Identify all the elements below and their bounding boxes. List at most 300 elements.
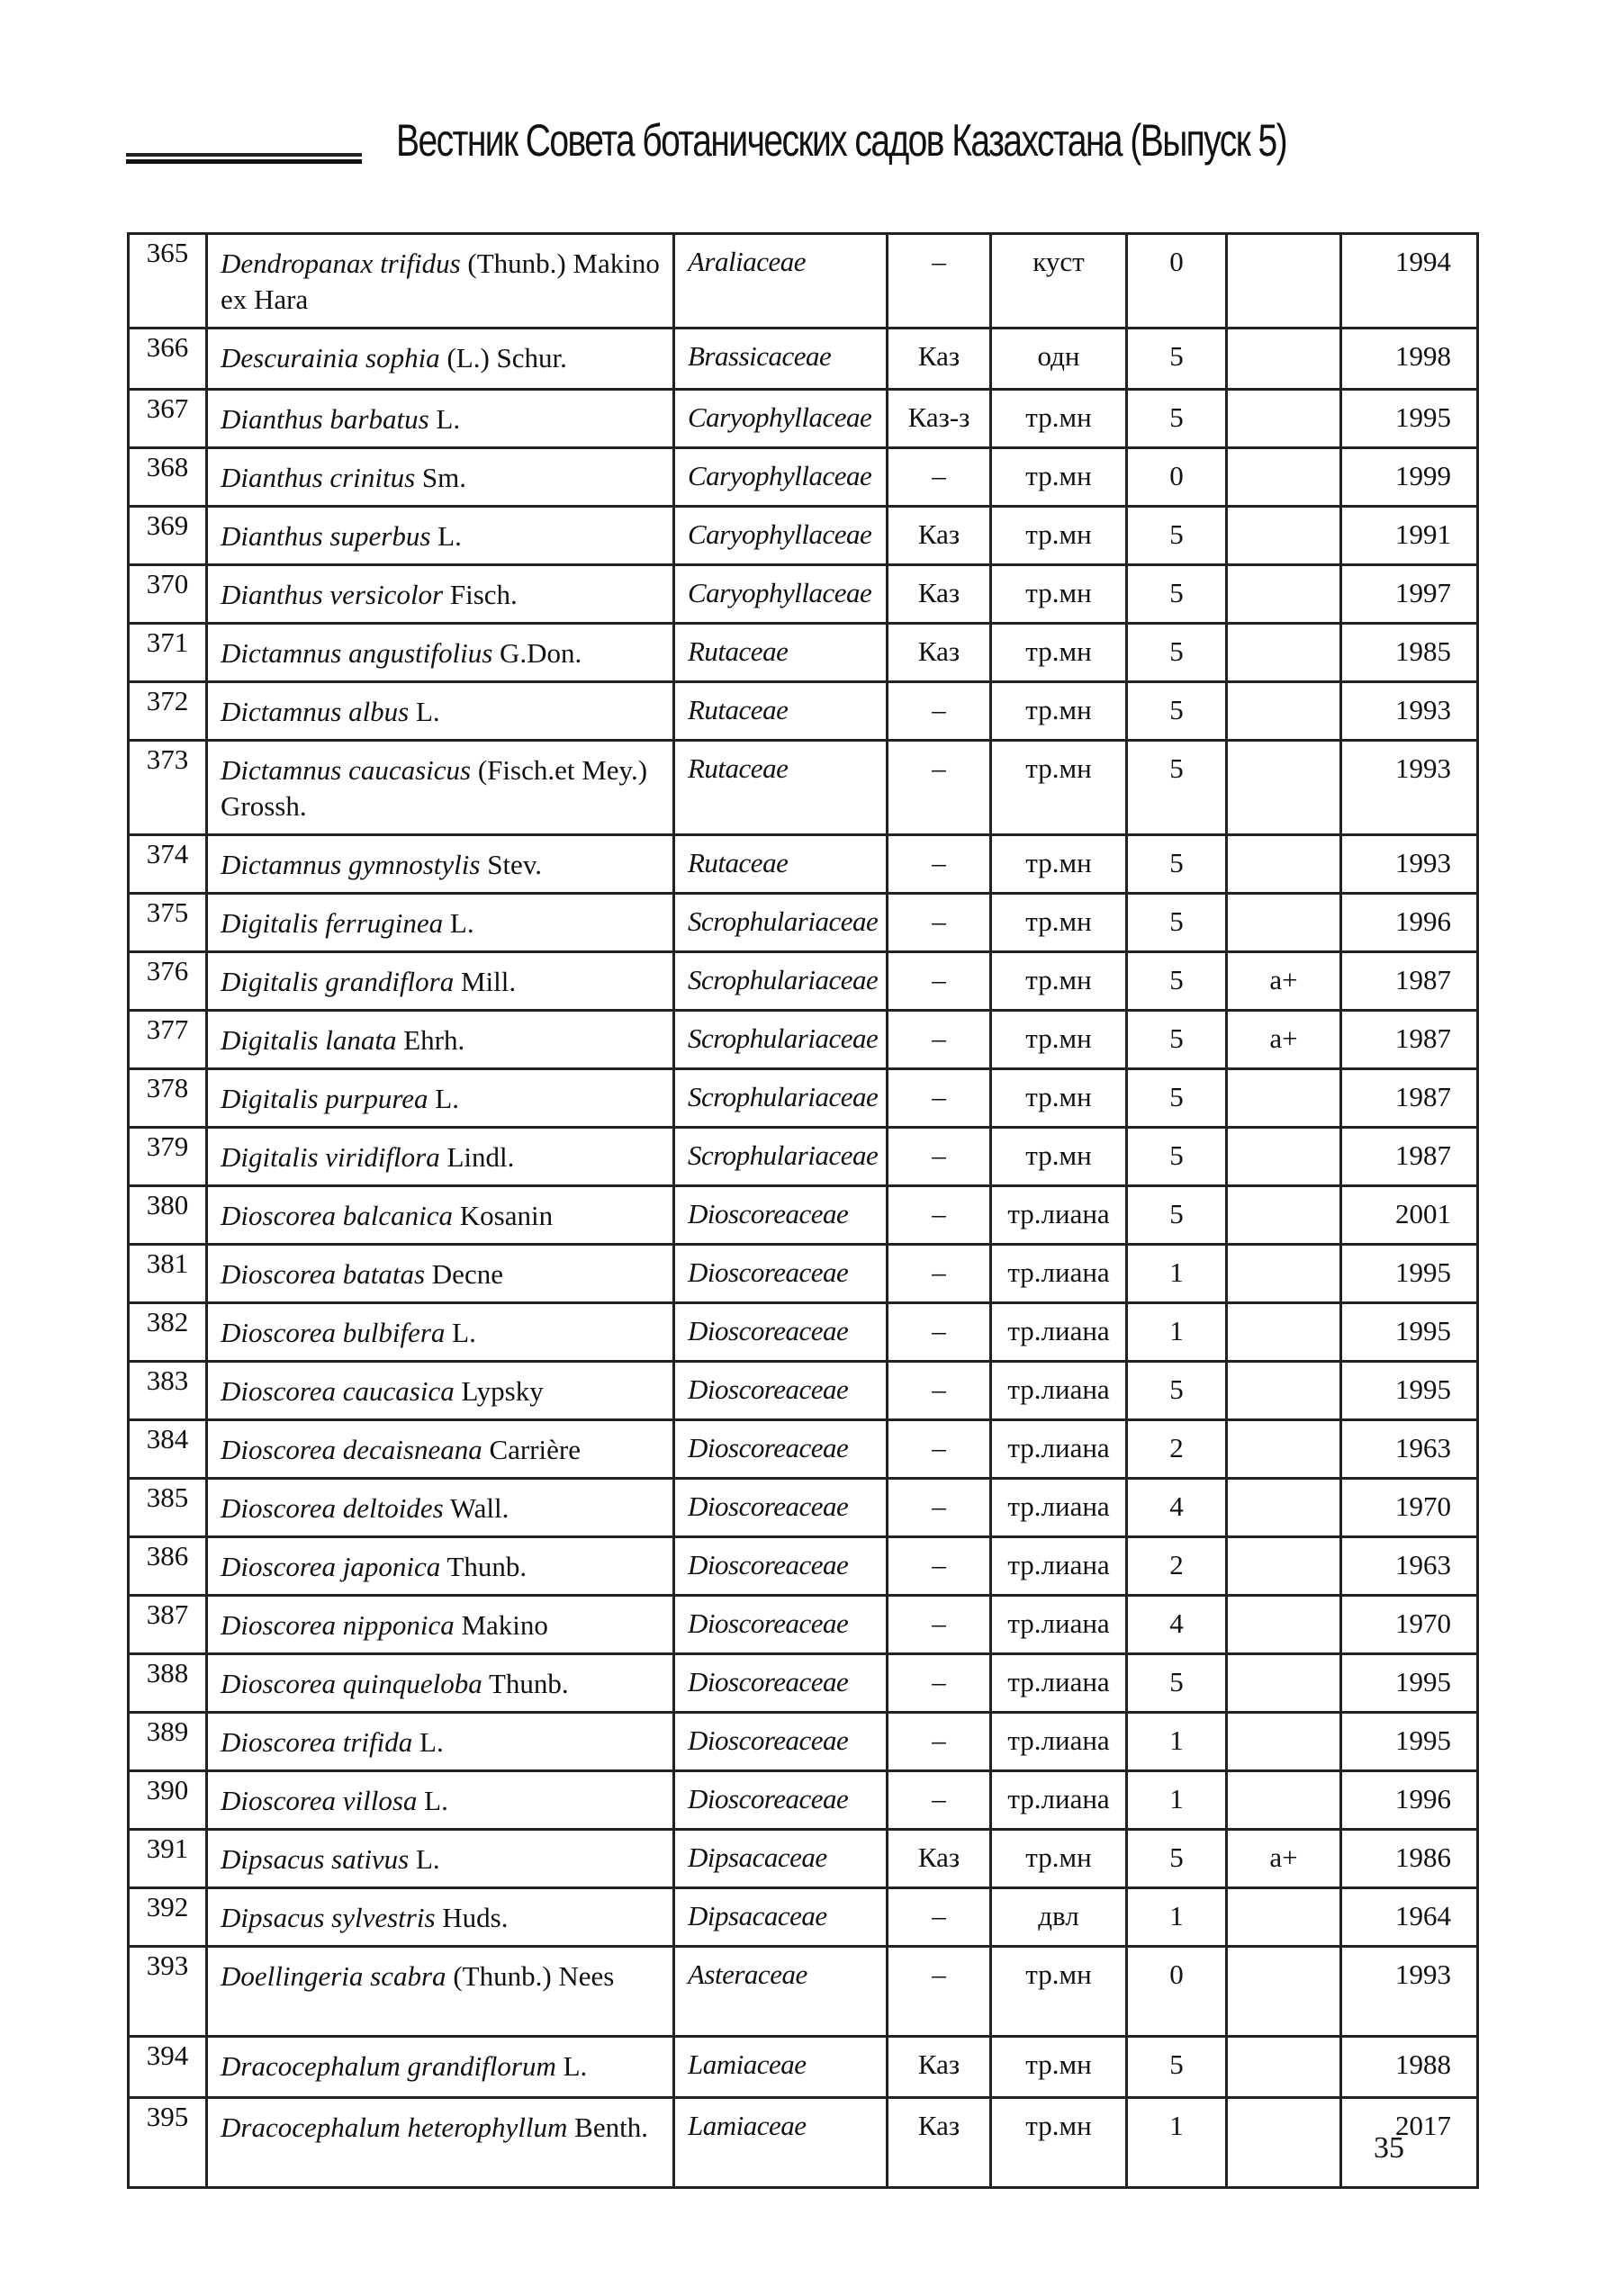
life-form: тр.лиана: [991, 1537, 1127, 1596]
genus-species: Dianthus versicolor: [221, 579, 444, 610]
mark: [1227, 329, 1341, 390]
distribution-status: –: [888, 1420, 991, 1479]
author-citation: (Thunb.) Nees: [453, 1960, 615, 1992]
mark: [1227, 894, 1341, 952]
score: 1: [1127, 2098, 1227, 2188]
author-citation: Mill.: [460, 966, 517, 997]
family: Caryophyllaceae: [674, 507, 888, 565]
species-name: [207, 390, 674, 448]
genus-species: Dioscorea japonica: [221, 1551, 441, 1582]
table-row: [129, 1245, 1478, 1303]
introduction-year: 1987: [1341, 1128, 1478, 1186]
row-number: 373: [129, 741, 207, 835]
family: Caryophyllaceae: [674, 390, 888, 448]
introduction-year: 1995: [1341, 390, 1478, 448]
species-name: [207, 1362, 674, 1420]
mark: [1227, 234, 1341, 329]
row-number: 383: [129, 1362, 207, 1420]
score: 4: [1127, 1479, 1227, 1537]
genus-species: Dioscorea nipponica: [221, 1609, 455, 1641]
family: Lamiaceae: [674, 2098, 888, 2188]
table-row: [129, 390, 1478, 448]
species-name: [207, 1596, 674, 1654]
row-number: 378: [129, 1069, 207, 1128]
table-row: [129, 682, 1478, 741]
life-form: тр.мн: [991, 1128, 1127, 1186]
mark: [1227, 1888, 1341, 1947]
introduction-year: 1996: [1341, 894, 1478, 952]
mark: [1227, 835, 1341, 894]
species-name: [207, 682, 674, 741]
introduction-year: 1963: [1341, 1420, 1478, 1479]
introduction-year: 1987: [1341, 1069, 1478, 1128]
mark: [1227, 1596, 1341, 1654]
distribution-status: –: [888, 1479, 991, 1537]
distribution-status: –: [888, 1713, 991, 1771]
row-number: 382: [129, 1303, 207, 1362]
mark: [1227, 682, 1341, 741]
mark: [1227, 2098, 1341, 2188]
introduction-year: 1970: [1341, 1596, 1478, 1654]
distribution-status: –: [888, 1888, 991, 1947]
family: Caryophyllaceae: [674, 448, 888, 507]
mark: [1227, 1654, 1341, 1713]
author-citation: Thunb.: [488, 1668, 569, 1699]
distribution-status: –: [888, 894, 991, 952]
life-form: тр.лиана: [991, 1362, 1127, 1420]
species-name: [207, 234, 674, 329]
author-citation: Benth.: [574, 2111, 648, 2143]
distribution-status: Каз: [888, 1830, 991, 1888]
score: 0: [1127, 1947, 1227, 2037]
score: 5: [1127, 565, 1227, 624]
genus-species: Digitalis grandiflora: [221, 966, 455, 997]
family: Dioscoreaceae: [674, 1713, 888, 1771]
row-number: 368: [129, 448, 207, 507]
author-citation: L.: [437, 520, 462, 552]
genus-species: Dictamnus caucasicus: [221, 754, 472, 786]
table-row: [129, 741, 1478, 835]
score: 5: [1127, 835, 1227, 894]
author-citation: Makino: [461, 1609, 548, 1641]
score: 1: [1127, 1888, 1227, 1947]
mark: [1227, 1128, 1341, 1186]
author-citation: Carrière: [489, 1434, 581, 1465]
distribution-status: –: [888, 835, 991, 894]
family: Lamiaceae: [674, 2037, 888, 2098]
genus-species: Doellingeria scabra: [221, 1960, 446, 1992]
table-row: [129, 448, 1478, 507]
genus-species: Digitalis purpurea: [221, 1083, 428, 1114]
life-form: тр.мн: [991, 448, 1127, 507]
row-number: 369: [129, 507, 207, 565]
species-name: [207, 2037, 674, 2098]
author-citation: Lindl.: [446, 1141, 515, 1173]
row-number: 387: [129, 1596, 207, 1654]
author-citation: (Fisch.et Mey.) Grossh.: [221, 754, 648, 822]
species-name: [207, 1303, 674, 1362]
row-number: 376: [129, 952, 207, 1011]
species-name: [207, 507, 674, 565]
table-row: [129, 1771, 1478, 1830]
row-number: 379: [129, 1128, 207, 1186]
row-number: 366: [129, 329, 207, 390]
distribution-status: –: [888, 1186, 991, 1245]
score: 5: [1127, 390, 1227, 448]
genus-species: Descurainia sophia: [221, 342, 440, 374]
mark: [1227, 1479, 1341, 1537]
species-name: [207, 1771, 674, 1830]
species-name: [207, 1011, 674, 1069]
genus-species: Dianthus crinitus: [221, 462, 416, 493]
introduction-year: 1993: [1341, 741, 1478, 835]
distribution-status: –: [888, 234, 991, 329]
species-name: [207, 565, 674, 624]
family: Dioscoreaceae: [674, 1303, 888, 1362]
author-citation: (L.) Schur.: [446, 342, 567, 374]
header-rule-thick: [126, 159, 362, 164]
row-number: 386: [129, 1537, 207, 1596]
author-citation: L.: [449, 907, 474, 939]
score: 5: [1127, 894, 1227, 952]
score: 4: [1127, 1596, 1227, 1654]
table-row: [129, 624, 1478, 682]
score: 5: [1127, 952, 1227, 1011]
distribution-status: –: [888, 952, 991, 1011]
table-row: [129, 1947, 1478, 2037]
distribution-status: –: [888, 1011, 991, 1069]
score: 5: [1127, 2037, 1227, 2098]
family: Dioscoreaceae: [674, 1362, 888, 1420]
page-number: 35: [1374, 2131, 1404, 2165]
genus-species: Dioscorea quinqueloba: [221, 1668, 482, 1699]
species-name: [207, 448, 674, 507]
family: Dioscoreaceae: [674, 1420, 888, 1479]
author-citation: Wall.: [449, 1492, 509, 1524]
author-citation: Fisch.: [449, 579, 518, 610]
table-row: [129, 1537, 1478, 1596]
family: Dioscoreaceae: [674, 1479, 888, 1537]
species-name: [207, 835, 674, 894]
table-row: [129, 835, 1478, 894]
author-citation: G.Don.: [500, 637, 582, 669]
life-form: двл: [991, 1888, 1127, 1947]
row-number: 393: [129, 1947, 207, 2037]
genus-species: Dianthus superbus: [221, 520, 431, 552]
family: Scrophulariaceae: [674, 1069, 888, 1128]
row-number: 389: [129, 1713, 207, 1771]
mark: [1227, 2037, 1341, 2098]
life-form: тр.мн: [991, 894, 1127, 952]
header-double-rule: [126, 153, 362, 164]
family: Rutaceae: [674, 624, 888, 682]
running-header: [126, 106, 1413, 187]
genus-species: Dioscorea bulbifera: [221, 1317, 446, 1348]
family: Scrophulariaceae: [674, 894, 888, 952]
family: Dioscoreaceae: [674, 1596, 888, 1654]
genus-species: Dioscorea decaisneana: [221, 1434, 482, 1465]
introduction-year: 1988: [1341, 2037, 1478, 2098]
table-row: [129, 2037, 1478, 2098]
score: 5: [1127, 329, 1227, 390]
introduction-year: 2001: [1341, 1186, 1478, 1245]
author-citation: L.: [563, 2050, 588, 2082]
species-name: [207, 1713, 674, 1771]
mark: а+: [1227, 1830, 1341, 1888]
species-name: [207, 1654, 674, 1713]
introduction-year: 1970: [1341, 1479, 1478, 1537]
family: Brassicaceae: [674, 329, 888, 390]
table-row: [129, 2098, 1478, 2188]
table-row: [129, 1830, 1478, 1888]
genus-species: Digitalis viridiflora: [221, 1141, 440, 1173]
table-row: [129, 1186, 1478, 1245]
introduction-year: 1993: [1341, 682, 1478, 741]
table-body: [129, 234, 1478, 2188]
introduction-year: 1993: [1341, 1947, 1478, 2037]
distribution-status: Каз: [888, 565, 991, 624]
introduction-year: 1995: [1341, 1362, 1478, 1420]
species-name: [207, 952, 674, 1011]
introduction-year: 1964: [1341, 1888, 1478, 1947]
life-form: тр.лиана: [991, 1420, 1127, 1479]
genus-species: Dioscorea villosa: [221, 1785, 418, 1816]
life-form: тр.лиана: [991, 1713, 1127, 1771]
author-citation: L.: [416, 696, 440, 727]
species-name: [207, 1069, 674, 1128]
table-row: [129, 952, 1478, 1011]
introduction-year: 1995: [1341, 1713, 1478, 1771]
mark: [1227, 1537, 1341, 1596]
genus-species: Dipsacus sativus: [221, 1843, 410, 1875]
distribution-status: –: [888, 741, 991, 835]
introduction-year: 1991: [1341, 507, 1478, 565]
genus-species: Dracocephalum grandiflorum: [221, 2050, 556, 2082]
species-name: [207, 741, 674, 835]
score: 5: [1127, 1654, 1227, 1713]
life-form: тр.мн: [991, 1947, 1127, 2037]
introduction-year: 1996: [1341, 1771, 1478, 1830]
distribution-status: Каз: [888, 507, 991, 565]
life-form: тр.лиана: [991, 1303, 1127, 1362]
genus-species: Digitalis lanata: [221, 1024, 397, 1056]
species-name: [207, 1420, 674, 1479]
row-number: 391: [129, 1830, 207, 1888]
row-number: 390: [129, 1771, 207, 1830]
life-form: тр.лиана: [991, 1596, 1127, 1654]
distribution-status: Каз-з: [888, 390, 991, 448]
life-form: тр.мн: [991, 1011, 1127, 1069]
distribution-status: –: [888, 1654, 991, 1713]
life-form: тр.мн: [991, 565, 1127, 624]
genus-species: Dictamnus albus: [221, 696, 410, 727]
life-form: тр.мн: [991, 835, 1127, 894]
distribution-status: –: [888, 1771, 991, 1830]
mark: [1227, 741, 1341, 835]
family: Scrophulariaceae: [674, 952, 888, 1011]
score: 2: [1127, 1420, 1227, 1479]
distribution-status: –: [888, 1069, 991, 1128]
species-name: [207, 1186, 674, 1245]
mark: [1227, 1420, 1341, 1479]
family: Dioscoreaceae: [674, 1771, 888, 1830]
table-row: [129, 1303, 1478, 1362]
table-row: [129, 565, 1478, 624]
mark: [1227, 448, 1341, 507]
introduction-year: 1963: [1341, 1537, 1478, 1596]
score: 2: [1127, 1537, 1227, 1596]
genus-species: Dioscorea balcanica: [221, 1200, 453, 1231]
score: 0: [1127, 234, 1227, 329]
author-citation: L.: [424, 1785, 448, 1816]
author-citation: Stev.: [487, 849, 543, 880]
distribution-status: –: [888, 1128, 991, 1186]
life-form: куст: [991, 234, 1127, 329]
table-row: [129, 1596, 1478, 1654]
life-form: тр.мн: [991, 624, 1127, 682]
author-citation: Sm.: [421, 462, 467, 493]
row-number: 395: [129, 2098, 207, 2188]
author-citation: L.: [452, 1317, 476, 1348]
family: Rutaceae: [674, 682, 888, 741]
family: Caryophyllaceae: [674, 565, 888, 624]
genus-species: Dioscorea caucasica: [221, 1375, 455, 1407]
row-number: 371: [129, 624, 207, 682]
genus-species: Dioscorea deltoides: [221, 1492, 444, 1524]
species-name: [207, 1830, 674, 1888]
score: 5: [1127, 1069, 1227, 1128]
distribution-status: –: [888, 1537, 991, 1596]
life-form: тр.лиана: [991, 1771, 1127, 1830]
author-citation: Huds.: [442, 1902, 509, 1933]
life-form: тр.мн: [991, 682, 1127, 741]
species-name: [207, 1479, 674, 1537]
score: 5: [1127, 1830, 1227, 1888]
genus-species: Digitalis ferruginea: [221, 907, 444, 939]
score: 5: [1127, 624, 1227, 682]
life-form: тр.мн: [991, 2037, 1127, 2098]
introduction-year: 1985: [1341, 624, 1478, 682]
author-citation: L.: [436, 403, 461, 435]
species-name: [207, 2098, 674, 2188]
introduction-year: 1999: [1341, 448, 1478, 507]
mark: а+: [1227, 1011, 1341, 1069]
family: Rutaceae: [674, 741, 888, 835]
table-row: [129, 329, 1478, 390]
family: Dipsacaceae: [674, 1888, 888, 1947]
family: Dioscoreaceae: [674, 1245, 888, 1303]
table-row: [129, 894, 1478, 952]
species-name: [207, 1888, 674, 1947]
life-form: тр.мн: [991, 390, 1127, 448]
mark: [1227, 1713, 1341, 1771]
distribution-status: Каз: [888, 2037, 991, 2098]
species-name: [207, 1537, 674, 1596]
score: 5: [1127, 507, 1227, 565]
introduction-year: 1993: [1341, 835, 1478, 894]
distribution-status: –: [888, 1303, 991, 1362]
mark: а+: [1227, 952, 1341, 1011]
score: 0: [1127, 448, 1227, 507]
family: Rutaceae: [674, 835, 888, 894]
genus-species: Dioscorea batatas: [221, 1258, 426, 1290]
row-number: 377: [129, 1011, 207, 1069]
introduction-year: 1995: [1341, 1303, 1478, 1362]
author-citation: Decne: [431, 1258, 503, 1290]
genus-species: Dracocephalum heterophyllum: [221, 2111, 568, 2143]
score: 5: [1127, 1011, 1227, 1069]
life-form: тр.лиана: [991, 1245, 1127, 1303]
species-name: [207, 624, 674, 682]
introduction-year: 1986: [1341, 1830, 1478, 1888]
life-form: тр.лиана: [991, 1186, 1127, 1245]
genus-species: Dianthus barbatus: [221, 403, 429, 435]
genus-species: Dioscorea trifida: [221, 1726, 413, 1758]
row-number: 375: [129, 894, 207, 952]
table-row: [129, 1069, 1478, 1128]
row-number: 374: [129, 835, 207, 894]
mark: [1227, 1947, 1341, 2037]
mark: [1227, 1069, 1341, 1128]
author-citation: L.: [419, 1726, 444, 1758]
distribution-status: –: [888, 1362, 991, 1420]
distribution-status: –: [888, 1947, 991, 2037]
life-form: одн: [991, 329, 1127, 390]
species-name: [207, 1128, 674, 1186]
row-number: 385: [129, 1479, 207, 1537]
table-row: [129, 1420, 1478, 1479]
table-row: [129, 1362, 1478, 1420]
table-row: [129, 1713, 1478, 1771]
row-number: 394: [129, 2037, 207, 2098]
genus-species: Dictamnus gymnostylis: [221, 849, 481, 880]
mark: [1227, 1771, 1341, 1830]
life-form: тр.мн: [991, 2098, 1127, 2188]
introduction-year: 1987: [1341, 1011, 1478, 1069]
mark: [1227, 390, 1341, 448]
life-form: тр.лиана: [991, 1654, 1127, 1713]
table-row: [129, 234, 1478, 329]
table-row: [129, 1888, 1478, 1947]
introduction-year: 2017: [1341, 2098, 1478, 2188]
mark: [1227, 624, 1341, 682]
author-citation: L.: [435, 1083, 459, 1114]
genus-species: Dipsacus sylvestris: [221, 1902, 436, 1933]
table-row: [129, 1479, 1478, 1537]
life-form: тр.мн: [991, 741, 1127, 835]
score: 5: [1127, 682, 1227, 741]
score: 5: [1127, 1128, 1227, 1186]
life-form: тр.лиана: [991, 1479, 1127, 1537]
row-number: 388: [129, 1654, 207, 1713]
family: Scrophulariaceae: [674, 1011, 888, 1069]
family: Dioscoreaceae: [674, 1537, 888, 1596]
author-citation: Ehrh.: [403, 1024, 465, 1056]
mark: [1227, 1186, 1341, 1245]
score: 1: [1127, 1713, 1227, 1771]
score: 1: [1127, 1303, 1227, 1362]
score: 1: [1127, 1771, 1227, 1830]
mark: [1227, 1245, 1341, 1303]
life-form: тр.мн: [991, 1830, 1127, 1888]
distribution-status: –: [888, 1596, 991, 1654]
distribution-status: –: [888, 682, 991, 741]
score: 5: [1127, 1362, 1227, 1420]
distribution-status: Каз: [888, 2098, 991, 2188]
author-citation: (Thunb.) Makino ex Hara: [221, 248, 660, 315]
distribution-status: Каз: [888, 624, 991, 682]
table-row: [129, 507, 1478, 565]
